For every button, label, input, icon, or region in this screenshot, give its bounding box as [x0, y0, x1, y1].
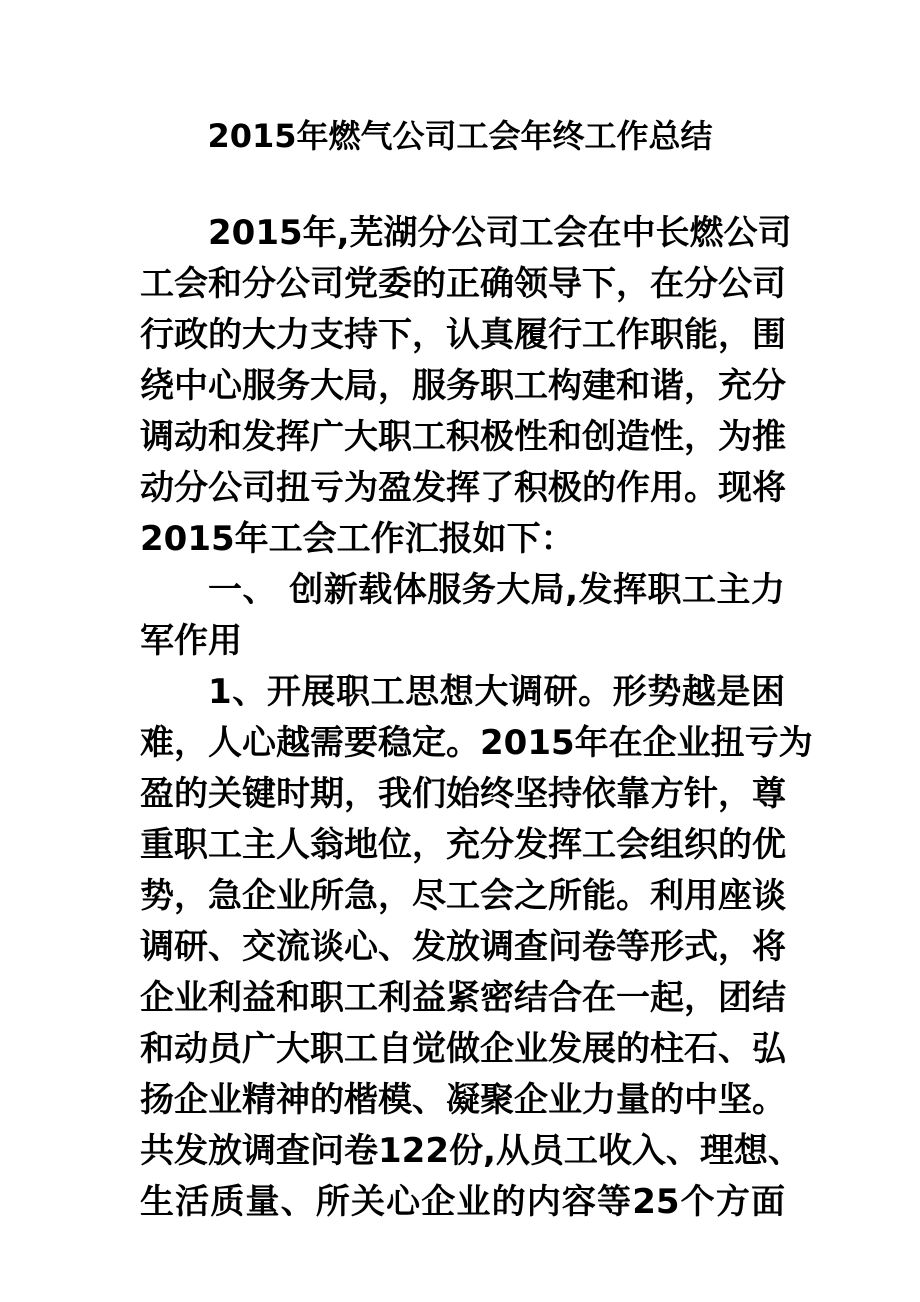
paragraph-line: 2015年,芜湖分公司工会在中长燃公司 [208, 213, 792, 253]
paragraph-line: 势，急企业所急，尽工会之所能。利用座谈 [140, 876, 786, 916]
paragraph-line: 1、开展职工思想大调研。形势越是困 [208, 672, 785, 712]
paragraph-line: 盈的关键时期，我们始终坚持依靠方针，尊 [140, 774, 786, 814]
paragraph-line: 重职工主人翁地位，充分发挥工会组织的优 [140, 825, 786, 865]
paragraph-line: 企业利益和职工利益紧密结合在一起，团结 [140, 978, 786, 1018]
document-title: 2015年燃气公司工会年终工作总结 [207, 117, 713, 155]
paragraph-line: 共发放调查问卷122份,从员工收入、理想、 [140, 1131, 802, 1171]
paragraph-line: 扬企业精神的楷模、凝聚企业力量的中坚。 [140, 1080, 786, 1120]
paragraph-line: 一、 创新载体服务大局,发挥职工主力 [208, 570, 785, 610]
paragraph-line: 调研、交流谈心、发放调查问卷等形式，将 [140, 927, 786, 967]
paragraph-line: 和动员广大职工自觉做企业发展的柱石、弘 [140, 1029, 786, 1069]
paragraph-line: 生活质量、所关心企业的内容等25个方面 [140, 1182, 785, 1222]
document-body [140, 208, 813, 1228]
paragraph-line: 绕中心服务大局，服务职工构建和谐，充分 [140, 366, 786, 406]
paragraph-line: 军作用 [140, 621, 242, 661]
paragraph-line: 2015年工会工作汇报如下： [140, 519, 575, 559]
paragraph-line: 行政的大力支持下，认真履行工作职能，围 [140, 315, 786, 355]
paragraph-line: 调动和发挥广大职工积极性和创造性，为推 [140, 417, 786, 457]
paragraph-line: 工会和分公司党委的正确领导下，在分公司 [140, 264, 786, 304]
paragraph-line: 动分公司扭亏为盈发挥了积极的作用。现将 [140, 468, 786, 508]
paragraph-line: 难，人心越需要稳定。2015年在企业扭亏为 [140, 723, 813, 763]
